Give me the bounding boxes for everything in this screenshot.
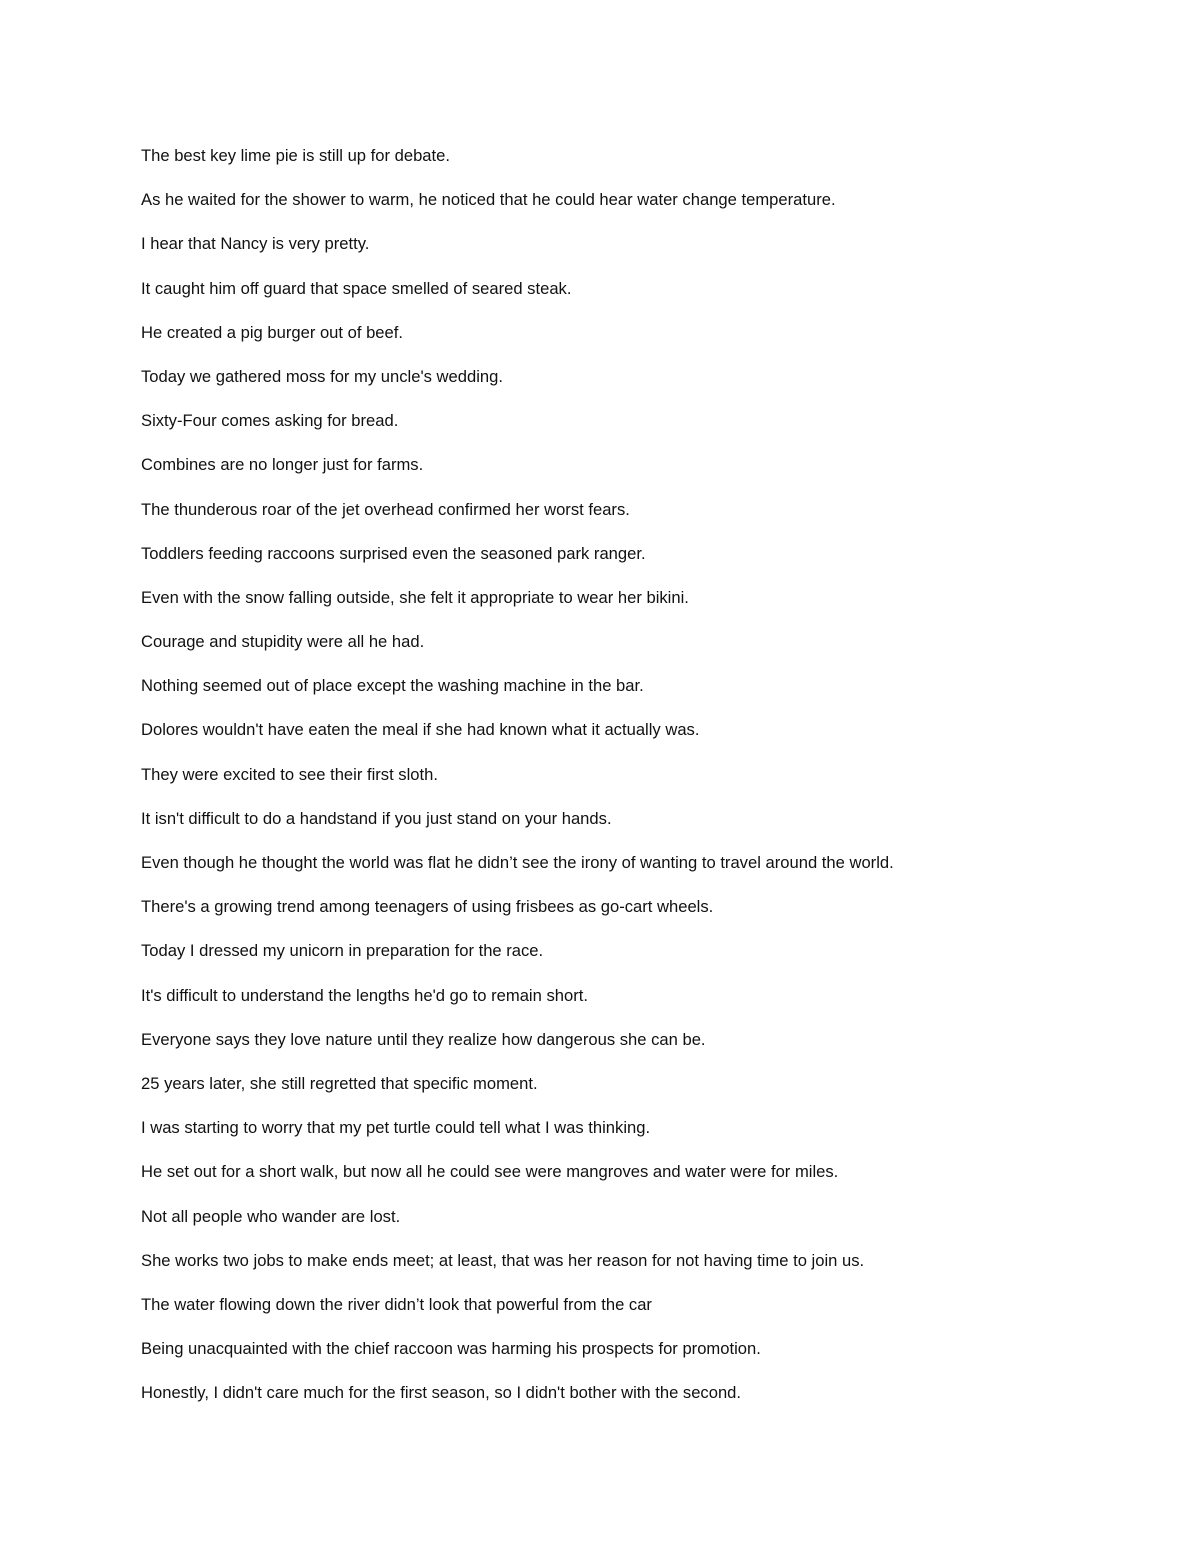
sentence-line: There's a growing trend among teenagers of using frisbees as go-cart wheels. xyxy=(141,897,714,917)
sentence-line: It isn't difficult to do a handstand if you just stand on your hands. xyxy=(141,808,612,828)
sentence-line: Being unacquainted with the chief raccoon was harming his prospects for promotion. xyxy=(141,1339,761,1359)
sentence-line: It's difficult to understand the lengths he'd go to remain short. xyxy=(141,985,588,1005)
sentence-line: The water flowing down the river didn’t look that powerful from the car xyxy=(141,1294,652,1314)
sentence-line: I hear that Nancy is very pretty. xyxy=(141,234,370,254)
sentence-line: Everyone says they love nature until they realize how dangerous she can be. xyxy=(141,1029,706,1049)
sentence-line: Dolores wouldn't have eaten the meal if she had known what it actually was. xyxy=(141,720,700,740)
sentence-line: The thunderous roar of the jet overhead confirmed her worst fears. xyxy=(141,499,630,519)
sentence-line: Not all people who wander are lost. xyxy=(141,1206,401,1226)
sentence-line: Combines are no longer just for farms. xyxy=(141,455,424,475)
sentence-line: Honestly, I didn't care much for the first season, so I didn't bother with the second. xyxy=(141,1383,742,1403)
sentence-line: Toddlers feeding raccoons surprised even the seasoned park ranger. xyxy=(141,543,646,563)
sentence-line: Even though he thought the world was flat he didn’t see the irony of wanting to travel around the world. xyxy=(141,853,894,872)
sentence-line: Today I dressed my unicorn in preparation for the race. xyxy=(141,941,544,961)
sentence-line: Today we gathered moss for my uncle's wedding. xyxy=(141,366,503,386)
sentence-list xyxy=(141,144,1151,1425)
sentence-line: He set out for a short walk, but now all he could see were mangroves and water were for miles. xyxy=(141,1162,839,1182)
sentence-line: Nothing seemed out of place except the washing machine in the bar. xyxy=(141,676,644,696)
sentence-line: Even with the snow falling outside, she felt it appropriate to wear her bikini. xyxy=(141,587,689,607)
sentence-line: I was starting to worry that my pet turtle could tell what I was thinking. xyxy=(141,1118,651,1138)
sentence-line: Courage and stupidity were all he had. xyxy=(141,632,425,652)
sentence-line: As he waited for the shower to warm, he noticed that he could hear water change temperature. xyxy=(141,190,836,210)
sentence-line: He created a pig burger out of beef. xyxy=(141,322,403,342)
sentence-line: 25 years later, she still regretted that specific moment. xyxy=(141,1073,538,1093)
sentence-line: It caught him off guard that space smelled of seared steak. xyxy=(141,278,572,298)
sentence-line: She works two jobs to make ends meet; at least, that was her reason for not having time to join us. xyxy=(141,1250,865,1270)
sentence-line: Sixty-Four comes asking for bread. xyxy=(141,411,399,431)
sentence-line: They were excited to see their first sloth. xyxy=(141,764,438,784)
sentence-line: The best key lime pie is still up for debate. xyxy=(141,146,450,165)
